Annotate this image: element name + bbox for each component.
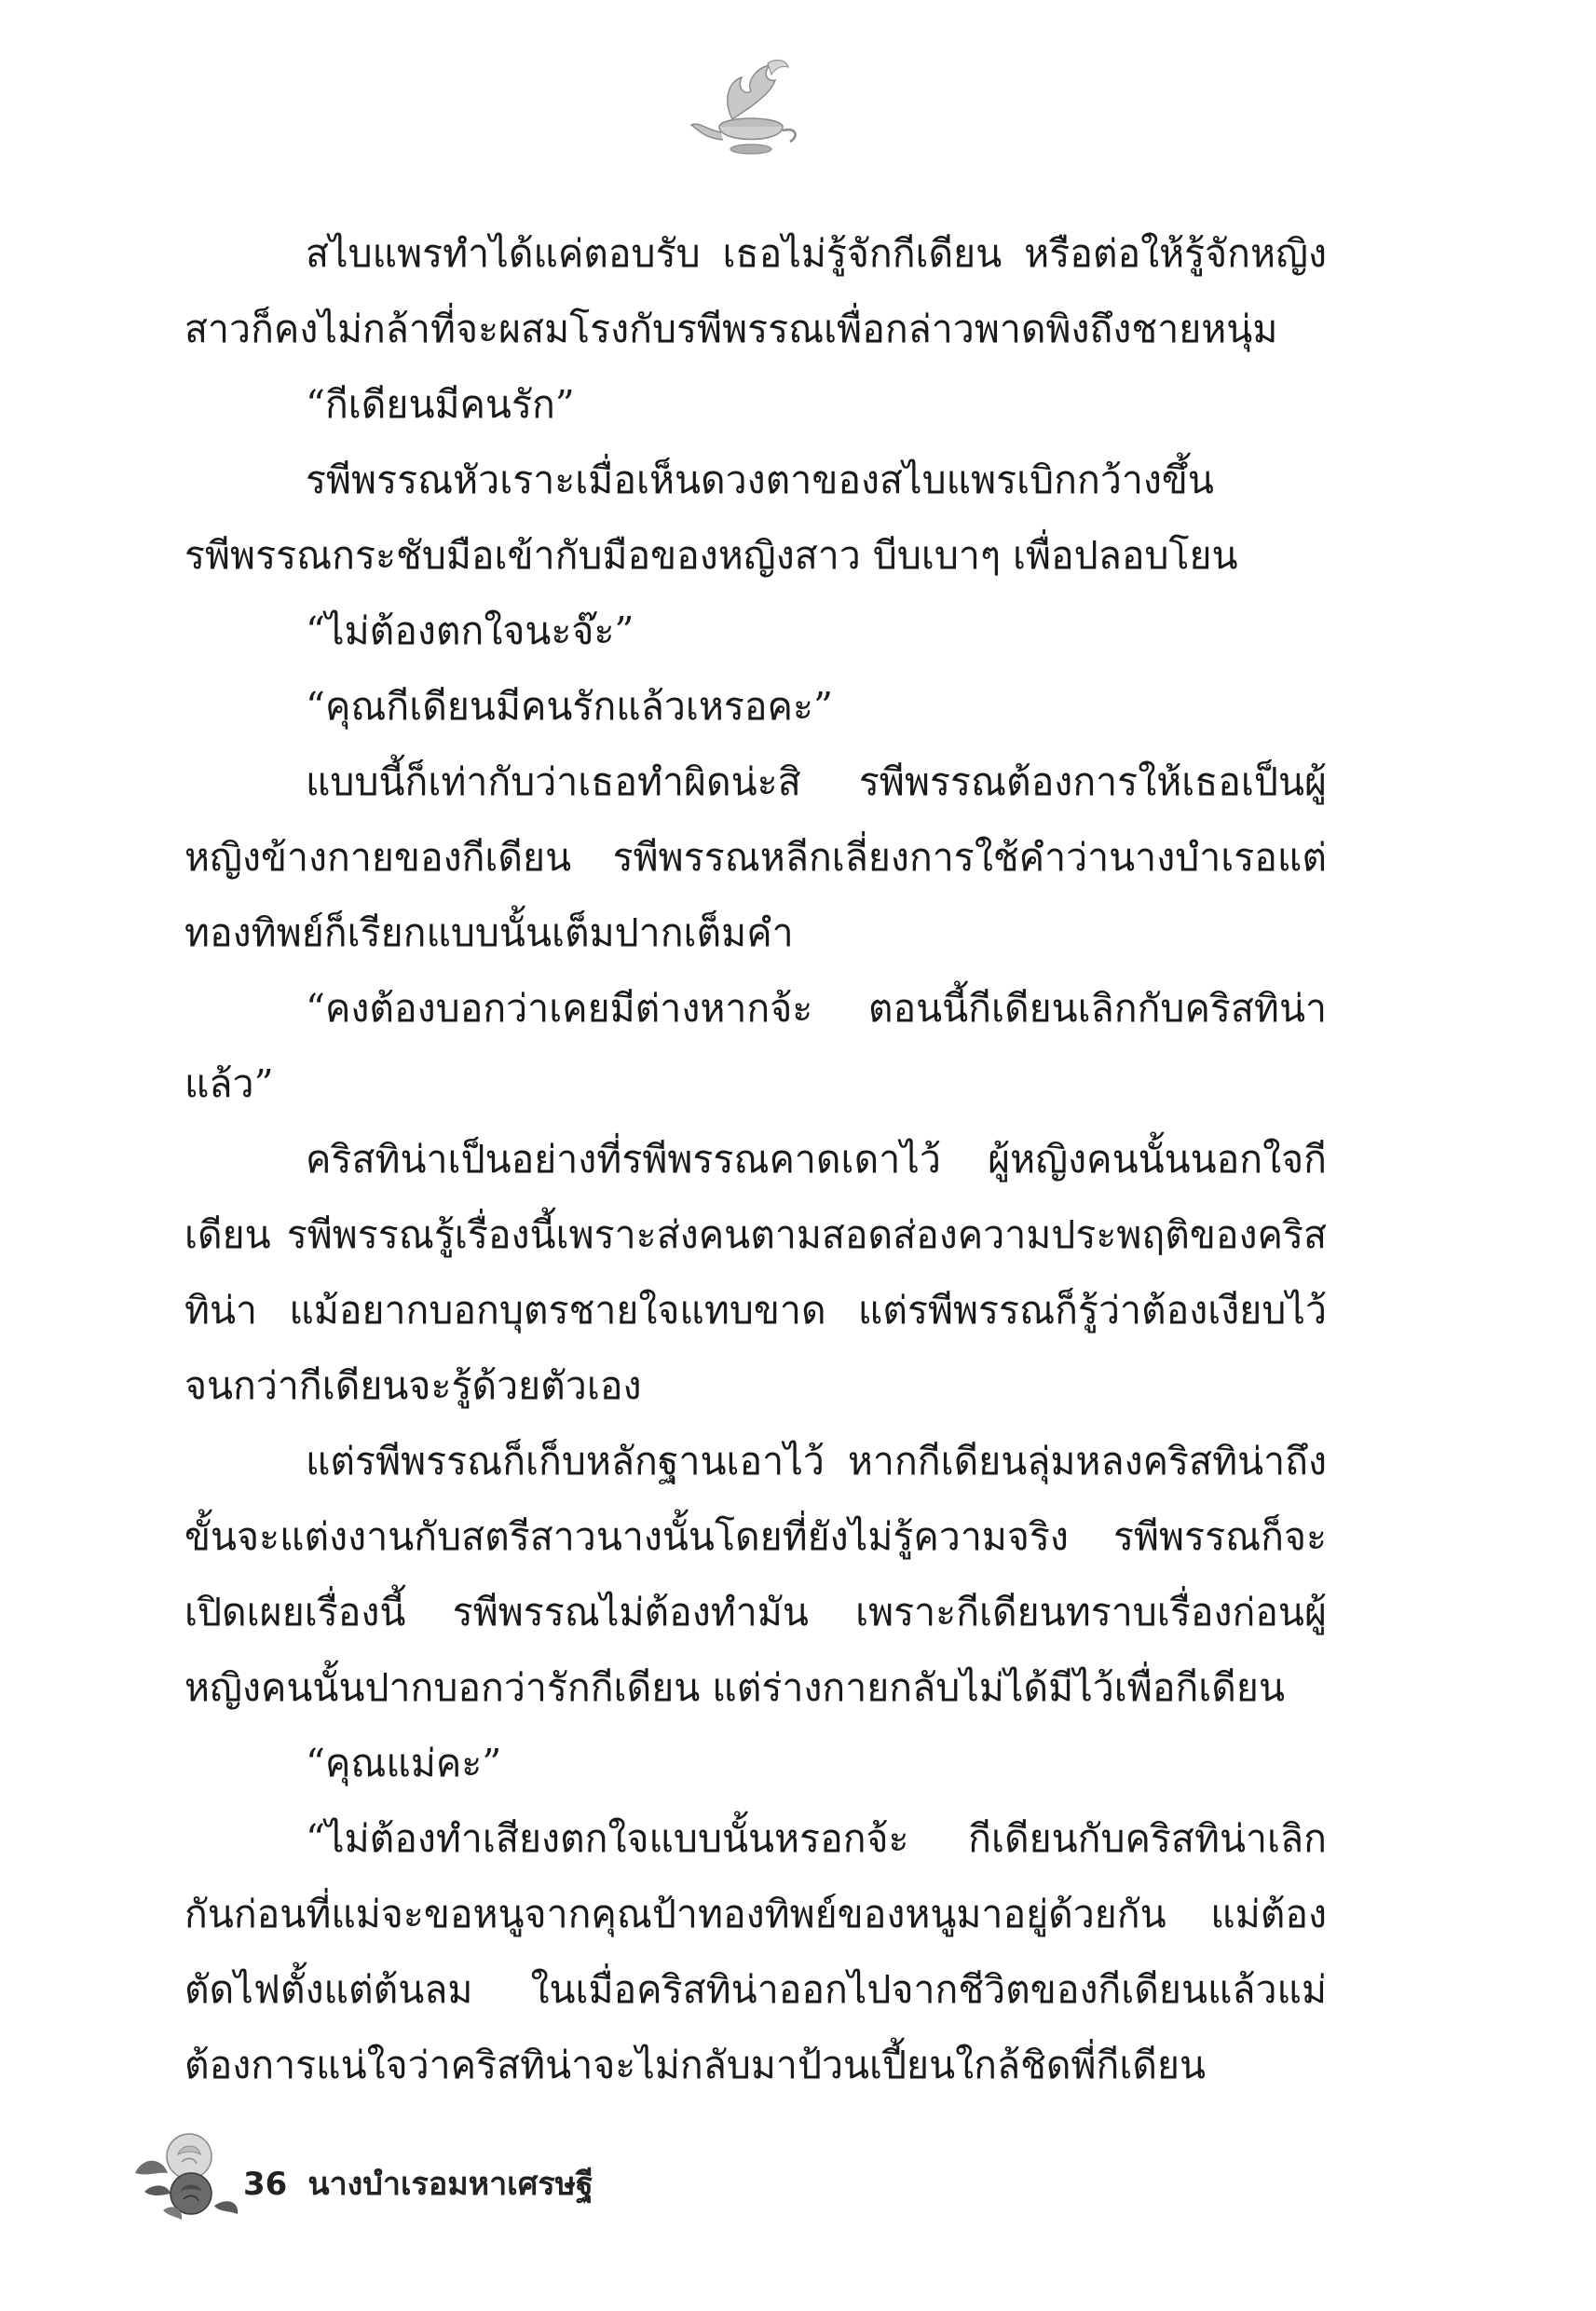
paragraph: รพีพรรณหัวเราะเมื่อเห็นดวงตาของสไบแพรเบิกกว้างขึ้น (306, 458, 1214, 502)
page-footer (126, 2117, 871, 2238)
footer-caption (243, 2158, 593, 2208)
paragraph: “ไม่ต้องตกใจนะจ๊ะ” (306, 609, 634, 653)
paragraph: “ไม่ต้องทำเสียงตกใจแบบนั้นหรอกจ้ะ กีเดียนกับคริสทิน่าเลิกกันก่อนที่แม่จะขอหนูจากคุณป้าทองทิพย์ของหนูมาอยู่ด้วยกัน แม่ต้องตัดไฟตั้งแต่ต้นลม ในเมื่อคริสทิน่าออกไปจากชีวิตของกีเดียนแล้วแม่ต้องการแน่ใจว่าคริสทิน่าจะไม่กลับมาป้วนเปี้ยนใกล้ชิดพี่กีเดียน (184, 1816, 1327, 2087)
chapter-body-text (184, 216, 1327, 2103)
paragraph: “กีเดียนมีคนรัก” (306, 382, 575, 427)
paragraph: แบบนี้ก็เท่ากับว่าเธอทำผิดน่ะสิ รพีพรรณต้องการให้เธอเป็นผู้หญิงข้างกายของกีเดียน รพีพรรณหลีกเลี่ยงการใช้คำว่านางบำเรอแต่ทองทิพย์ก็เรียกแบบนั้นเต็มปากเต็มคำ (184, 759, 1327, 955)
paragraph: “คุณกีเดียนมีคนรักแล้วเหรอคะ” (306, 684, 833, 729)
book-title: นางบำเรอมหาเศรษฐี (307, 2166, 593, 2203)
paragraph: รพีพรรณกระชับมือเข้ากับมือของหญิงสาว บีบเบาๆ เพื่อปลอบโยน (184, 533, 1238, 578)
genie-lamp-icon (686, 54, 816, 166)
page-number: 36 (243, 2166, 288, 2203)
paragraph: คริสทิน่าเป็นอย่างที่รพีพรรณคาดเดาไว้ ผู้หญิงคนนั้นนอกใจกีเดียน รพีพรรณรู้เรื่องนี้เพราะส่งคนตามสอดส่องความประพฤติของคริสทิน่า แม้อยากบอกบุตรชายใจแทบขาด แต่รพีพรรณก็รู้ว่าต้องเงียบไว้จนกว่ากีเดียนจะรู้ด้วยตัวเอง (184, 1137, 1327, 1408)
paragraph: สไบแพรทำได้แค่ตอบรับ เธอไม่รู้จักกีเดียน หรือต่อให้รู้จักหญิงสาวก็คงไม่กล้าที่จะผสมโรงกับรพีพรรณเพื่อกล่าวพาดพิงถึงชายหนุ่ม (184, 231, 1327, 351)
paragraph: “คงต้องบอกว่าเคยมีต่างหากจ้ะ ตอนนี้กีเดียนเลิกกับคริสทิน่าแล้ว” (184, 986, 1327, 1106)
rose-icon (126, 2117, 247, 2229)
paragraph: แต่รพีพรรณก็เก็บหลักฐานเอาไว้ หากกีเดียนลุ่มหลงคริสทิน่าถึงขั้นจะแต่งงานกับสตรีสาวนางนั้นโดยที่ยังไม่รู้ความจริง รพีพรรณก็จะเปิดเผยเรื่องนี้ รพีพรรณไม่ต้องทำมัน เพราะกีเดียนทราบเรื่องก่อนผู้หญิงคนนั้นปากบอกว่ารักกีเดียน แต่ร่างกายกลับไม่ได้มีไว้เพื่อกีเดียน (184, 1439, 1327, 1710)
paragraph: “คุณแม่คะ” (306, 1741, 502, 1785)
